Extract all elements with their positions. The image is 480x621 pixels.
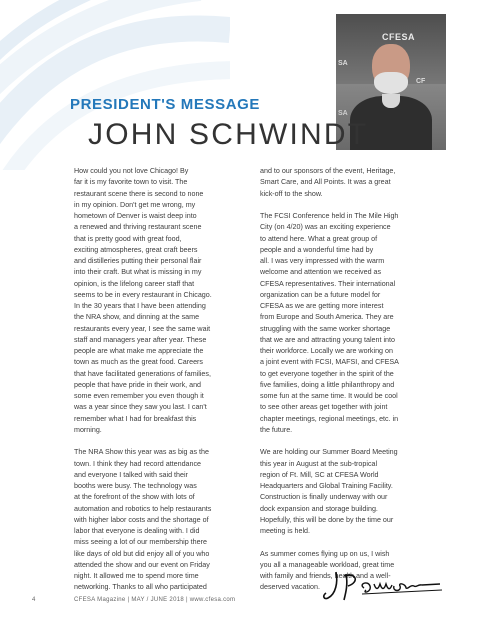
backdrop-logo-text: CFESA — [382, 32, 416, 42]
paragraph: The FCSI Conference held in The Mile High City (on 4/20) was an exciting experience to attend here. What a great group of people and a wonderful time had by all. I was very impressed with the warm welcome and attention we received as CFESA representatives. Their international organization can be a future model for CFESA as we are getting more interest from Europe and South America. They are struggling with the same worker shortage that we are and attracting young talent into their workforce. Locally we are working on a joint event with FCSI, MAFSI, and CFESA to get everyone together in the spirit of the five families, doing a little philanthropy and some fun at the same time. It would be cool to see other areas get together with joint chapter meetings, regional meetings, etc. in the future. — [260, 212, 399, 434]
backdrop-logo-text: SA — [338, 60, 348, 67]
backdrop-logo-text: CF — [416, 78, 426, 85]
paragraph: and to our sponsors of the event, Heritage, Smart Care, and All Points. It was a great kick-off to the show. — [260, 167, 396, 198]
paragraph: How could you not love Chicago! By far it is my favorite town to visit. The restaurant scene there is second to none in my opinion. Don't get me wrong, my hometown of Denver is waist deep into a renewed and thriving restaurant scene that is pretty good with great food, exciting atmospheres, great craft beers and distilleries putting their personal flair into their craft. But what is missing in my opinion, is the lifelong career staff that seems to be in every restaurant in Chicago. In the 30 years that I have been attending the NRA show, and dinning at the same restaurants every year, I see the same wait staff and managers year after year. These people are what make me appreciate the town as much as the great food. Careers that have facilitated generations of families, people that have pride in their work, and some even remember you even though it was a year since they saw you last. I can't remember what I had for breakfast this morning. — [74, 167, 212, 434]
magazine-footer-line: CFESA Magazine | MAY / JUNE 2018 | www.cfesa.com — [74, 597, 236, 603]
section-kicker: PRESIDENT'S MESSAGE — [70, 96, 261, 113]
left-text-column — [74, 166, 272, 605]
page-number: 4 — [32, 597, 36, 603]
paragraph: The NRA Show this year was as big as the town. I think they had record attendance and everyone I talked with said their booths were busy. The technology was at the forefront of the show with lots of automation and robotics to help restaurants with higher labor costs and the shortage of labor that everyone is dealing with. I did miss seeing a lot of our membership there like days of old but did enjoy all of you who attended the show and our event on Friday night. It allowed me to spend more time networking. Thanks to all who participated — [74, 448, 212, 592]
author-name-title: JOHN SCHWINDT — [88, 118, 369, 151]
right-text-column — [260, 166, 458, 605]
photo-collar — [382, 94, 400, 108]
page-footer — [0, 597, 480, 611]
photo-beard — [374, 72, 408, 94]
paragraph: As summer comes flying up on us, I wish you all a manageable workload, great time with family and friends, health and a well- deserved vacation. — [260, 549, 395, 592]
backdrop-logo-text: SA — [338, 110, 348, 117]
paragraph: We are holding our Summer Board Meeting this year in August at the sub-tropical region of Ft. Mill, SC at CFESA World Headquarters and Global Training Facility. Construction is finally underway with our dock expansion and storage building. Hopefully, this will be done by the time our meeting is held. — [260, 448, 398, 535]
